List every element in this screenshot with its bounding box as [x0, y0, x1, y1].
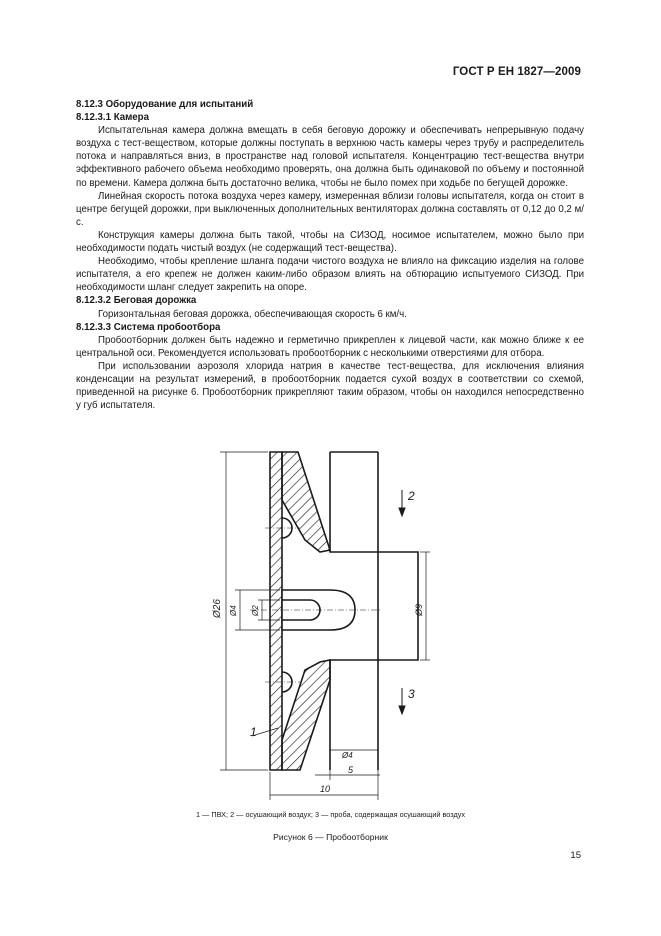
- figure-caption: Рисунок 6 — Пробоотборник: [273, 832, 388, 842]
- body-text: [76, 98, 584, 412]
- dim-d9: Ø9: [414, 603, 424, 616]
- paragraph-sampling-1: Пробоотборник должен быть надежно и герметично прикреплен к лицевой части, как можно ближе к ее центральной оси. Рекомендуется использовать пробоотборник с несколькими отверстиями для отбора.: [76, 334, 584, 359]
- page-number: 15: [570, 850, 581, 861]
- paragraph-camera-4: Необходимо, чтобы крепление шланга подачи чистого воздуха не влияло на фиксацию изделия на голове испытателя, а его крепеж не должен каким-либо образом влиять на обтюрацию испытуемого СИЗОД. При необходимости шланг следует закрепить на опоре.: [76, 256, 584, 294]
- figure-legend: 1 — ПВХ; 2 — осушающий воздух; 3 — проба, содержащая осушающий воздух: [195, 810, 466, 819]
- part-1-label: 1: [250, 725, 257, 739]
- paragraph-treadmill: Горизонтальная беговая дорожка, обеспечивающая скорость 6 км/ч.: [98, 308, 407, 320]
- dim-5: 5: [348, 765, 354, 775]
- upper-wedge: [282, 452, 330, 552]
- paragraph-camera-1: Испытательная камера должна вмещать в себя беговую дорожку и обеспечивать непрерывную подачу воздуха с тест-веществом, которые должны поступать в верхнюю часть камеры через трубу и распределитель потока и направляться вниз, в пространстве над головой испытателя. Концентрацию тест-вещества внутри эффективного рабочего объема необходимо проверять, она должна быть одинаковой по объему и постоянной по времени. Камера должна быть достаточно велика, чтобы не было помех при ходьбе по бегущей дорожке.: [76, 125, 584, 189]
- pvc-plate: [270, 452, 282, 770]
- sampler-drawing: [190, 440, 500, 800]
- paragraph-camera-3: Конструкция камеры должна быть такой, чтобы на СИЗОД, носимое испытателем, можно было при необходимости подать чистый воздух (не содержащий тест-вещества).: [76, 229, 584, 255]
- dim-d26: Ø26: [212, 599, 223, 618]
- dim-d4-bottom: Ø4: [342, 751, 353, 760]
- arrow-3-label: 3: [408, 687, 415, 701]
- paragraph-camera-2: Линейная скорость потока воздуха через камеру, измеренная вблизи головы испытателя, когда он стоит в центре бегущей дорожки, при выключенных дополнительных вентиляторах должна составлять от 0,12 до 0,2 м/с.: [76, 190, 584, 228]
- dim-d2: Ø2: [251, 605, 260, 616]
- subsection-heading-sampling: 8.12.3.3 Система пробоотбора: [76, 321, 221, 333]
- dim-10: 10: [320, 784, 331, 794]
- subsection-heading-camera: 8.12.3.1 Камера: [76, 112, 149, 124]
- paragraph-sampling-2: При использовании аэрозоля хлорида натрия в качестве тест-вещества, для исключения влияния конденсации на результат измерений, в пробоотборник подается сухой воздух в соответствии со схемой, приведенной на рисунке 6. Пробоотборник прикрепляют таким образом, чтобы он находился непосредственно у губ испытателя.: [76, 360, 584, 412]
- section-heading: 8.12.3 Оборудование для испытаний: [76, 99, 254, 110]
- lower-wedge: [282, 660, 330, 770]
- standard-header: ГОСТ Р ЕН 1827—2009: [452, 66, 581, 78]
- subsection-heading-treadmill: 8.12.3.2 Беговая дорожка: [76, 295, 197, 307]
- arrow-2-label: 2: [408, 489, 415, 503]
- dim-d4-left: Ø4: [229, 605, 238, 616]
